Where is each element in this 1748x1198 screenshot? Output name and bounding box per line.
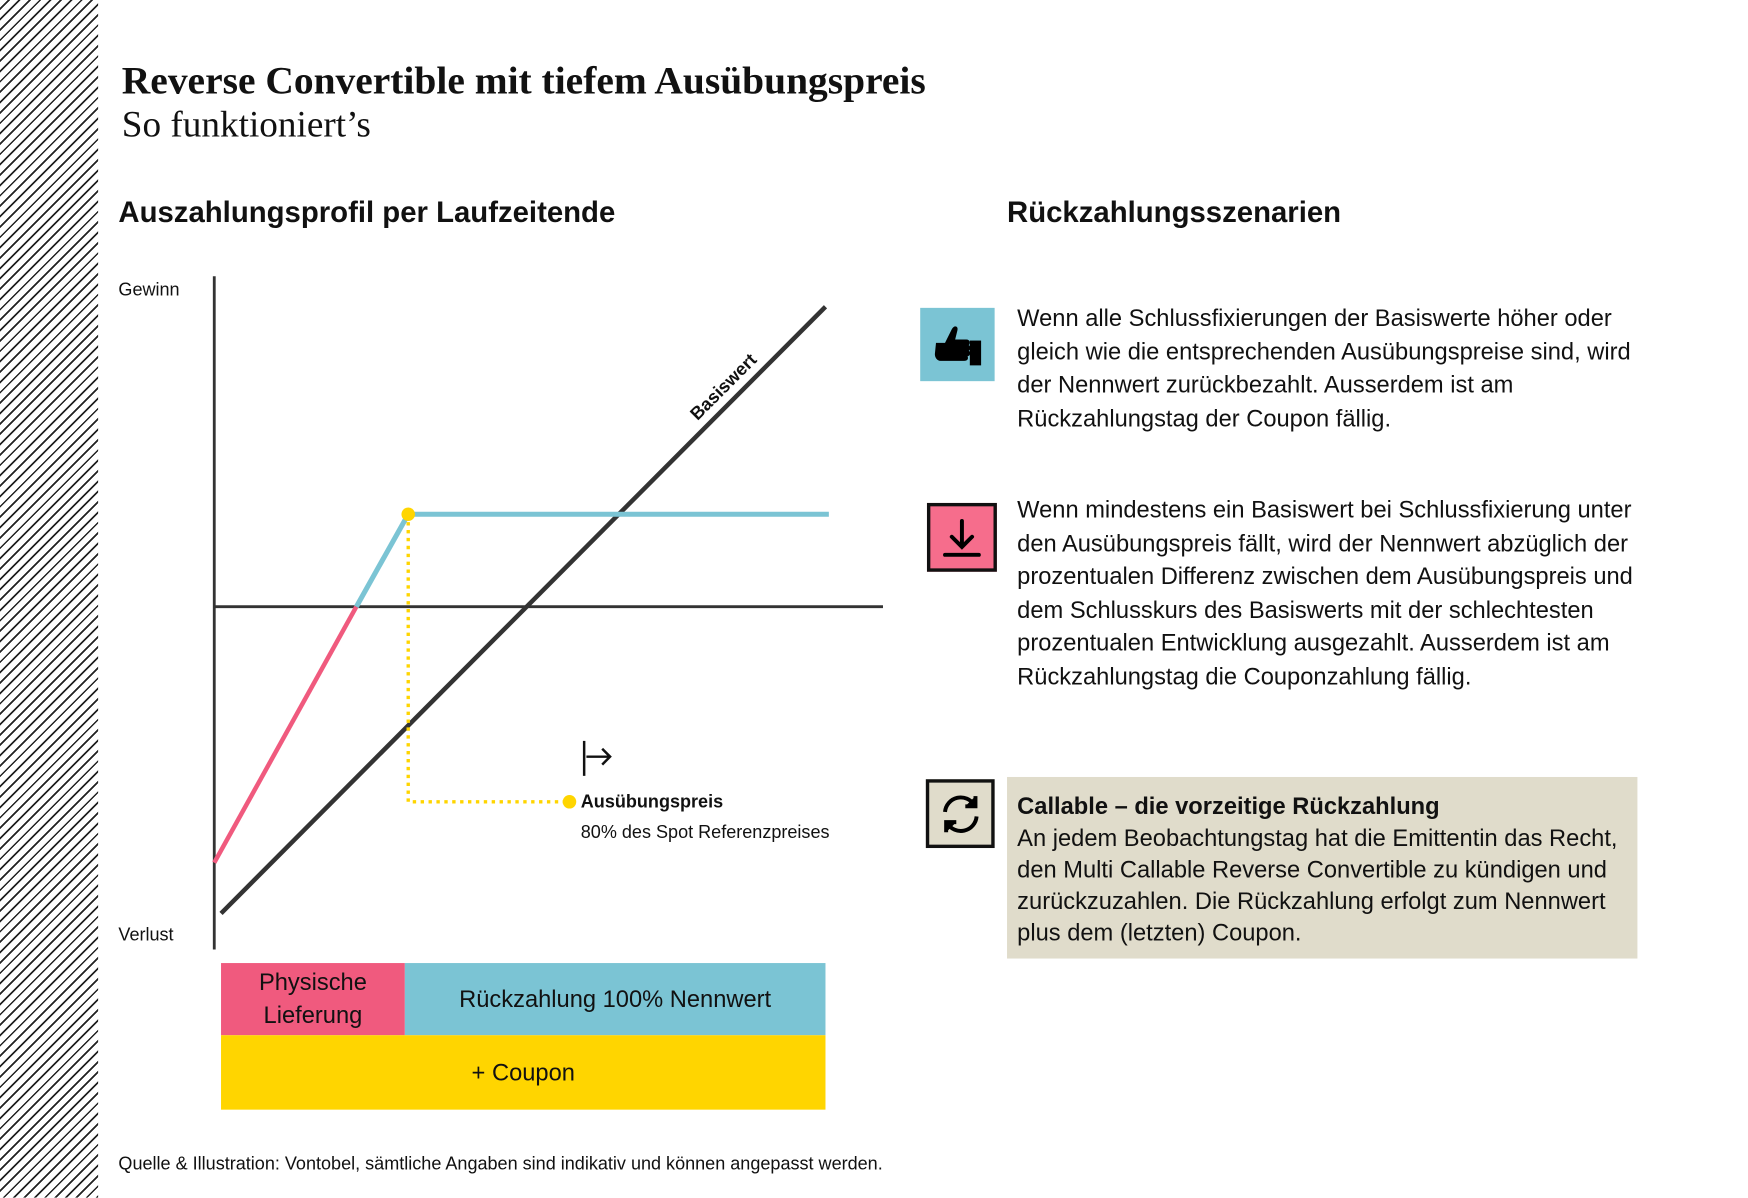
physical-delivery-bar: Physische Lieferung — [221, 963, 405, 1035]
callable-text: An jedem Beobachtungstag hat die Emittentin das Recht, den Multi Callable Reverse Convertible zu kündigen und zurückzuzahlen. Die Rückzahlung erfolgt zum Nennwert plus dem (letzten) Coupon. — [1017, 825, 1618, 947]
strike-sublabel: 80% des Spot Referenzpreises — [580, 823, 830, 843]
redemption-bar: Rückzahlung 100% Nennwert — [405, 963, 826, 1035]
gain-label: Gewinn — [118, 280, 180, 300]
strike-label: Ausübungspreis — [580, 792, 724, 812]
page-title: Reverse Convertible mit tiefem Ausübungspreis — [121, 58, 926, 103]
scenarios-heading: Rückzahlungsszenarien — [1007, 195, 1342, 229]
thumbs-up-icon — [920, 308, 994, 381]
scenario-text-negative: Wenn mindestens ein Basiswert bei Schlussfixierung unter den Ausübungspreis fällt, wird der Nennwert abzüglich der prozentualen Differenz zwischen dem Ausübungspreis und dem Schlusskurs des Basiswerts mit der schlechtesten prozentualen Entwicklung ausgezahlt. Ausserdem ist am Rückzahlungstag die Couponzahlung fällig. — [1017, 497, 1633, 690]
loss-label: Verlust — [118, 925, 174, 946]
strike-point — [563, 795, 577, 809]
payoff-loss-segment — [214, 607, 356, 863]
payoff-profit-segment — [356, 514, 829, 606]
strike-guide — [408, 514, 569, 802]
scenario-text-positive: Wenn alle Schlussfixierungen der Basiswerte höher oder gleich wie die entsprechenden Ausübungspreise sind, wird der Nennwert zurückbezahlt. Ausserdem ist am Rückzahlungstag der Coupon fällig. — [1017, 305, 1631, 432]
basiswert-label: Basiswert — [687, 350, 761, 425]
refresh-icon — [926, 779, 995, 848]
download-icon — [927, 503, 997, 572]
coupon-bar: + Coupon — [221, 1035, 825, 1109]
page-subtitle: So funktioniert’s — [121, 104, 371, 146]
callable-title: Callable – die vorzeitige Rückzahlung — [1017, 793, 1440, 820]
source-footnote: Quelle & Illustration: Vontobel, sämtliche Angaben sind indikativ und können angepasst werden. — [118, 1154, 883, 1174]
strike-arrow-icon — [584, 741, 610, 776]
cap-point — [401, 507, 415, 521]
payoff-heading: Auszahlungsprofil per Laufzeitende — [118, 195, 616, 229]
